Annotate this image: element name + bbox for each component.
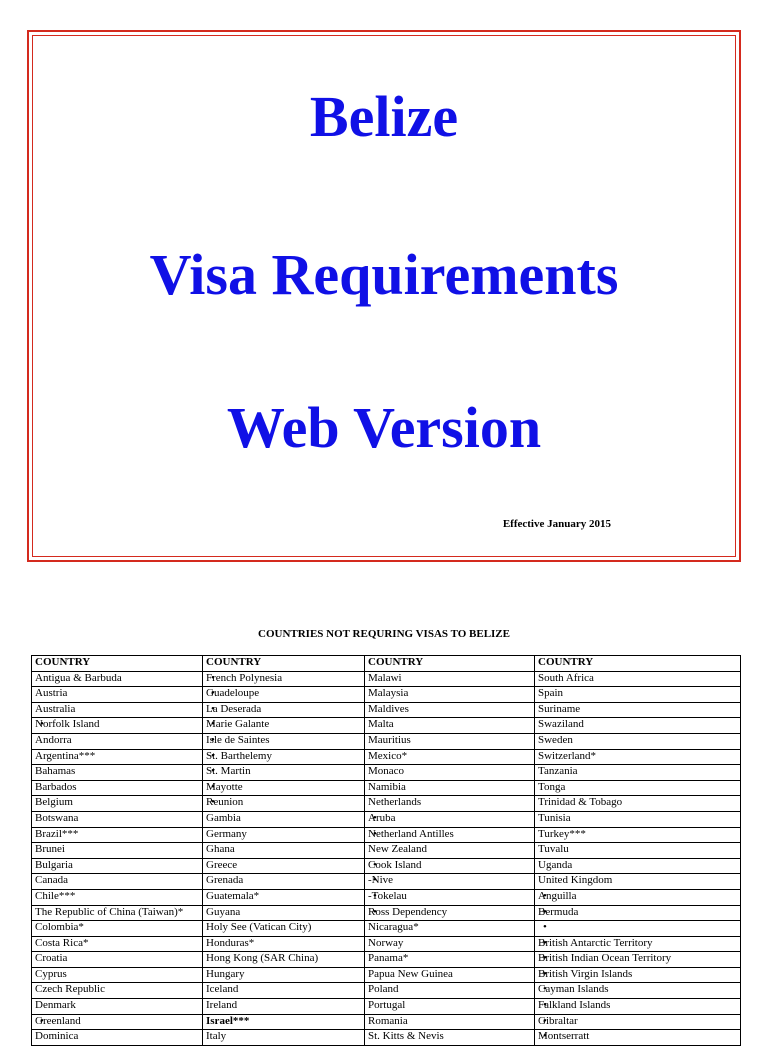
- bulleted-country-name: Marie Galante: [206, 718, 270, 731]
- table-cell: [203, 733, 365, 749]
- bulleted-country-name: Netherland Antilles: [368, 827, 454, 840]
- table-row: [32, 936, 741, 952]
- table-cell: [535, 749, 741, 765]
- country-name: Spain: [538, 687, 564, 700]
- table-cell: [535, 983, 741, 999]
- table-row: [32, 718, 741, 734]
- country-name: Guatemala*: [206, 889, 260, 902]
- section-heading: COUNTRIES NOT REQURING VISAS TO BELIZE: [258, 628, 510, 640]
- bulleted-country-name: La Deserada: [206, 702, 262, 715]
- table-row: [32, 843, 741, 859]
- table-cell: [535, 999, 741, 1015]
- table-cell: [365, 687, 535, 703]
- table-cell: [365, 936, 535, 952]
- bulleted-country-name: Anguilla: [538, 889, 577, 902]
- country-name: Austria: [35, 687, 68, 700]
- bulleted-country-name: Bermuda: [538, 905, 579, 918]
- country-name: Croatia: [35, 952, 68, 965]
- country-name: Antigua & Barbuda: [35, 671, 122, 684]
- table-cell: [32, 733, 203, 749]
- country-name: Honduras*: [206, 936, 255, 949]
- country-name: Namibia: [368, 780, 406, 793]
- table-row: [32, 780, 741, 796]
- table-cell: [535, 687, 741, 703]
- table-cell: [32, 843, 203, 859]
- country-name: Netherlands: [368, 796, 422, 809]
- country-name: Argentina***: [35, 749, 96, 762]
- bulleted-country-name: French Polynesia: [206, 671, 283, 684]
- table-cell: [365, 1030, 535, 1046]
- country-name: Ireland: [206, 999, 238, 1012]
- country-name: Poland: [368, 983, 399, 996]
- table-cell: [32, 765, 203, 781]
- table-row: [32, 733, 741, 749]
- column-header: COUNTRY: [32, 656, 203, 672]
- bulleted-country-name: Aruba: [368, 811, 396, 824]
- table-row: [32, 1030, 741, 1046]
- table-row: [32, 796, 741, 812]
- table-cell: [535, 733, 741, 749]
- country-name: Brazil***: [35, 827, 79, 840]
- country-name: Barbados: [35, 780, 77, 793]
- bulleted-country-name: Ross Dependency: [368, 905, 448, 918]
- table-row: [32, 1014, 741, 1030]
- table-cell: [365, 999, 535, 1015]
- table-cell: [365, 780, 535, 796]
- table-cell: [535, 858, 741, 874]
- country-name: Norway: [368, 936, 404, 949]
- bulleted-country-name: Gibraltar: [538, 1014, 578, 1027]
- table-cell: [203, 983, 365, 999]
- table-cell: [203, 889, 365, 905]
- table-header-row: [32, 656, 741, 672]
- table-cell: [203, 905, 365, 921]
- table-row: [32, 921, 741, 937]
- country-name: Guyana: [206, 905, 241, 918]
- table-cell: [535, 843, 741, 859]
- column-header: COUNTRY: [365, 656, 535, 672]
- table-cell: [365, 921, 535, 937]
- table-cell: [365, 718, 535, 734]
- table-cell: [32, 1014, 203, 1030]
- bulleted-country-name: British Indian Ocean Territory: [538, 952, 672, 965]
- bulleted-country-name: -Tokelau: [368, 889, 407, 902]
- country-name: Tonga: [538, 780, 566, 793]
- table-cell: [365, 905, 535, 921]
- table-cell: [365, 952, 535, 968]
- bulleted-country-name: British Virgin Islands: [538, 967, 633, 980]
- country-name: Australia: [35, 702, 76, 715]
- table-cell: [203, 952, 365, 968]
- table-cell: [32, 749, 203, 765]
- table-cell: [203, 1030, 365, 1046]
- country-name: Swaziland: [538, 718, 584, 731]
- table-cell: [365, 983, 535, 999]
- country-name: South Africa: [538, 671, 594, 684]
- country-name: Denmark: [35, 999, 76, 1012]
- country-name: Nicaragua*: [368, 921, 419, 934]
- table-row: [32, 671, 741, 687]
- bulleted-country-name: -Nive: [368, 874, 394, 887]
- table-cell: [32, 983, 203, 999]
- bulleted-country-name: Reunion: [206, 796, 244, 809]
- country-name: Portugal: [368, 999, 406, 1012]
- table-cell: [32, 1030, 203, 1046]
- table-cell: [32, 999, 203, 1015]
- table-cell: [203, 718, 365, 734]
- table-cell: [535, 921, 741, 937]
- country-name: Sweden: [538, 733, 573, 746]
- table-cell: [32, 921, 203, 937]
- table-cell: [203, 936, 365, 952]
- table-body: [32, 671, 741, 1045]
- table-cell: [365, 827, 535, 843]
- table-cell: [203, 967, 365, 983]
- table-cell: [365, 733, 535, 749]
- table-cell: [32, 827, 203, 843]
- country-name: Dominica: [35, 1030, 79, 1043]
- table-cell: [535, 936, 741, 952]
- table-cell: [535, 718, 741, 734]
- country-name: Hungary: [206, 967, 245, 980]
- table-row: [32, 765, 741, 781]
- bulleted-country-name: Cayman Islands: [538, 983, 609, 996]
- country-name: Botswana: [35, 811, 79, 824]
- table-cell: [32, 687, 203, 703]
- country-name: Tanzania: [538, 765, 578, 778]
- table-cell: [203, 921, 365, 937]
- bulleted-country-name: Guadeloupe: [206, 687, 260, 700]
- country-name: Suriname: [538, 702, 581, 715]
- table-row: [32, 967, 741, 983]
- cover-title-visa-requirements: Visa Requirements: [149, 242, 619, 307]
- table-cell: [203, 765, 365, 781]
- table-row: [32, 811, 741, 827]
- country-name: Cyprus: [35, 967, 67, 980]
- effective-date: Effective January 2015: [502, 518, 611, 530]
- country-name: Tuvalu: [538, 843, 569, 856]
- table-cell: [203, 874, 365, 890]
- country-name: Romania: [368, 1014, 408, 1027]
- table-cell: [365, 765, 535, 781]
- country-name: Grenada: [206, 874, 244, 887]
- table-row: [32, 952, 741, 968]
- table-cell: [32, 671, 203, 687]
- bulleted-country-name: Cook Island: [368, 858, 422, 871]
- country-name: Tunisia: [538, 811, 571, 824]
- table-cell: [32, 905, 203, 921]
- country-name: New Zealand: [368, 843, 427, 856]
- table-cell: [32, 718, 203, 734]
- country-name: Czech Republic: [35, 983, 105, 996]
- country-name: Maldives: [368, 702, 409, 715]
- table-row: [32, 749, 741, 765]
- table-cell: [32, 858, 203, 874]
- table-cell: [535, 889, 741, 905]
- table-cell: [365, 1014, 535, 1030]
- country-name: Malawi: [368, 671, 402, 684]
- country-name: Papua New Guinea: [368, 967, 453, 980]
- country-name: Andorra: [35, 733, 72, 746]
- country-name: Turkey***: [538, 827, 586, 840]
- table-cell: [535, 702, 741, 718]
- table-cell: [535, 827, 741, 843]
- table-cell: [535, 796, 741, 812]
- country-name: Mauritius: [368, 733, 411, 746]
- table-row: [32, 858, 741, 874]
- table-cell: [203, 749, 365, 765]
- country-name: Italy: [206, 1030, 227, 1043]
- country-name: Germany: [206, 827, 247, 840]
- table-cell: [32, 811, 203, 827]
- table-cell: [32, 967, 203, 983]
- table-row: [32, 827, 741, 843]
- country-name: Malaysia: [368, 687, 409, 700]
- bulleted-country-name: St. Barthelemy: [206, 749, 272, 762]
- table-cell: [535, 1030, 741, 1046]
- country-name: Uganda: [538, 858, 573, 871]
- country-name: Belgium: [35, 796, 73, 809]
- table-cell: [32, 889, 203, 905]
- table-row: [32, 983, 741, 999]
- table-cell: [535, 952, 741, 968]
- country-name: Malta: [368, 718, 394, 731]
- table-cell: [32, 780, 203, 796]
- table-cell: [203, 780, 365, 796]
- table-cell: [32, 936, 203, 952]
- table-row: [32, 905, 741, 921]
- country-name: Holy See (Vatican City): [206, 921, 312, 934]
- country-name: Bulgaria: [35, 858, 73, 871]
- table-cell: [203, 999, 365, 1015]
- table-cell: [203, 671, 365, 687]
- table-cell: [203, 796, 365, 812]
- table-row: [32, 687, 741, 703]
- bulleted-country-name: St. Martin: [206, 765, 251, 778]
- bulleted-country-name: Falkland Islands: [538, 999, 611, 1012]
- column-header: COUNTRY: [535, 656, 741, 672]
- country-name: Switzerland*: [538, 749, 597, 762]
- bulleted-country-name: Norfolk Island: [35, 718, 100, 731]
- country-name: Colombia*: [35, 921, 84, 934]
- country-name: Trinidad & Tobago: [538, 796, 623, 809]
- country-name: Monaco: [368, 765, 405, 778]
- table-cell: [365, 749, 535, 765]
- country-name: The Republic of China (Taiwan)*: [35, 905, 184, 918]
- country-name: Mexico*: [368, 749, 408, 762]
- table-cell: [365, 843, 535, 859]
- table-row: [32, 874, 741, 890]
- table-cell: [203, 687, 365, 703]
- cover-title-web-version: Web Version: [226, 395, 542, 460]
- country-name: Ghana: [206, 843, 235, 856]
- cover-frame: [27, 30, 741, 562]
- table-cell: [203, 827, 365, 843]
- table-cell: [203, 702, 365, 718]
- table-cell: [535, 811, 741, 827]
- table-cell: [365, 702, 535, 718]
- bulleted-country-name: Greenland: [35, 1014, 81, 1027]
- country-name: Brunei: [35, 843, 65, 856]
- table-cell: [203, 843, 365, 859]
- table-cell: [32, 796, 203, 812]
- table-cell: [32, 702, 203, 718]
- country-name: Bahamas: [35, 765, 76, 778]
- table-cell: [203, 858, 365, 874]
- country-name: Panama*: [368, 952, 409, 965]
- country-name: Hong Kong (SAR China): [206, 952, 319, 965]
- table-cell: [203, 1014, 365, 1030]
- table-cell: [203, 811, 365, 827]
- table-cell: [535, 765, 741, 781]
- country-name: Gambia: [206, 811, 241, 824]
- column-header: COUNTRY: [203, 656, 365, 672]
- country-name: Greece: [206, 858, 238, 871]
- bulleted-country-name: British Antarctic Territory: [538, 936, 653, 949]
- table-cell: [32, 952, 203, 968]
- country-name: United Kingdom: [538, 874, 613, 887]
- table-cell: [365, 671, 535, 687]
- table-cell: [535, 671, 741, 687]
- table-cell: [365, 874, 535, 890]
- table-cell: [535, 905, 741, 921]
- visa-exempt-countries-table: [31, 655, 741, 1046]
- table-cell: [365, 811, 535, 827]
- bulleted-country-name: Mayotte: [206, 780, 243, 793]
- country-name: St. Kitts & Nevis: [368, 1030, 444, 1043]
- table-cell: [365, 858, 535, 874]
- table-cell: [365, 889, 535, 905]
- table-cell: [365, 796, 535, 812]
- table-cell: [535, 1014, 741, 1030]
- country-name: Costa Rica*: [35, 936, 89, 949]
- cover-title-country: Belize: [309, 84, 459, 149]
- bulleted-country-name: Isle de Saintes: [206, 733, 270, 746]
- table-row: [32, 889, 741, 905]
- country-name: Chile***: [35, 889, 76, 902]
- country-name: Israel***: [206, 1014, 250, 1027]
- country-name: Iceland: [206, 983, 239, 996]
- table-row: [32, 999, 741, 1015]
- table-cell: [535, 780, 741, 796]
- table-cell: [535, 874, 741, 890]
- table-cell: [535, 967, 741, 983]
- country-name: Canada: [35, 874, 68, 887]
- bulleted-country-name: Montserratt: [538, 1030, 590, 1043]
- table-cell: [365, 967, 535, 983]
- table-row: [32, 702, 741, 718]
- table-cell: [32, 874, 203, 890]
